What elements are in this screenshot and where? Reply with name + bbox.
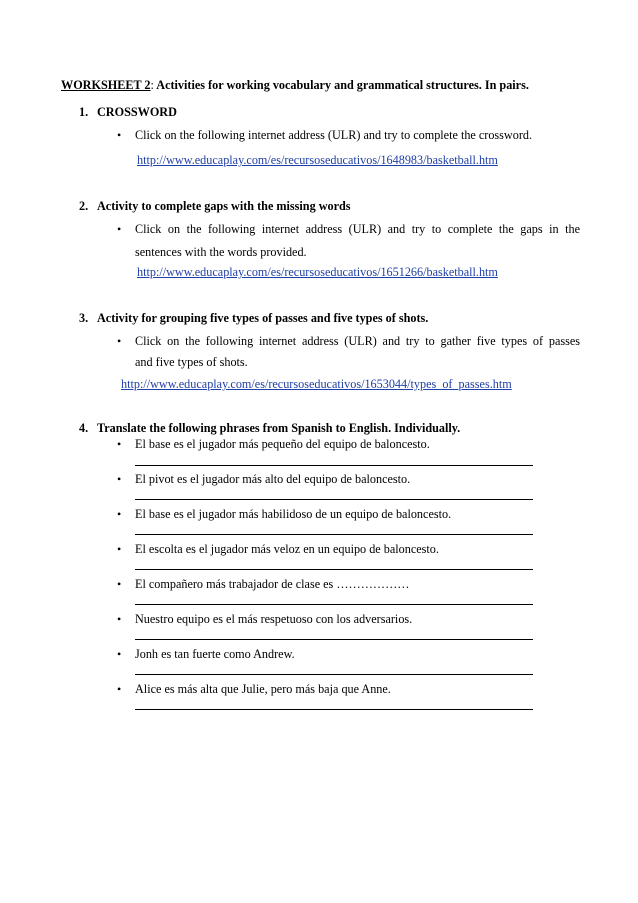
bullet-icon: • bbox=[117, 577, 122, 591]
answer-line[interactable] bbox=[135, 465, 533, 466]
bullet-icon: • bbox=[117, 682, 122, 696]
bullet-icon: • bbox=[117, 542, 122, 556]
section-title-text: Activity to complete gaps with the missing words bbox=[97, 199, 351, 213]
section-number: 4. bbox=[79, 421, 89, 435]
phrase-text: El pivot es el jugador más alto del equipo de baloncesto. bbox=[135, 472, 411, 486]
instruction-text: Click on the following internet address (ULR) and try to gather five types of passes bbox=[135, 334, 580, 348]
answer-line[interactable] bbox=[135, 499, 533, 500]
section-number: 1. bbox=[79, 105, 89, 119]
passes-link[interactable]: http://www.educaplay.com/es/recursoseducativos/1653044/types_of_passes.htm bbox=[121, 377, 512, 391]
bullet-icon: • bbox=[117, 128, 122, 142]
phrase-text: Nuestro equipo es el más respetuoso con los adversarios. bbox=[135, 612, 413, 626]
answer-line[interactable] bbox=[135, 569, 533, 570]
answer-line[interactable] bbox=[135, 709, 533, 710]
section-title-text: Translate the following phrases from Spanish to English. Individually. bbox=[97, 421, 461, 435]
phrase-text: Alice es más alta que Julie, pero más baja que Anne. bbox=[135, 682, 391, 696]
bullet-icon: • bbox=[117, 612, 122, 626]
bullet-icon: • bbox=[117, 334, 122, 348]
phrase-text: El base es el jugador más pequeño del equipo de baloncesto. bbox=[135, 437, 430, 451]
gaps-link[interactable]: http://www.educaplay.com/es/recursoseducativos/1651266/basketball.htm bbox=[137, 265, 498, 279]
heading-text: Activities for working vocabulary and grammatical structures. In pairs. bbox=[153, 78, 529, 92]
worksheet-label: WORKSHEET 2 bbox=[61, 78, 151, 92]
bullet-icon: • bbox=[117, 647, 122, 661]
instruction-text: and five types of shots. bbox=[135, 355, 248, 369]
phrase-text: Jonh es tan fuerte como Andrew. bbox=[135, 647, 295, 661]
phrase-text: El escolta es el jugador más veloz en un equipo de baloncesto. bbox=[135, 542, 439, 556]
worksheet-heading bbox=[61, 78, 529, 93]
section-number: 3. bbox=[79, 311, 89, 325]
answer-line[interactable] bbox=[135, 674, 533, 675]
phrase-text: El base es el jugador más habilidoso de un equipo de baloncesto. bbox=[135, 507, 452, 521]
answer-line[interactable] bbox=[135, 534, 533, 535]
section-number: 2. bbox=[79, 199, 89, 213]
section-4-title bbox=[79, 421, 460, 436]
section-3-title bbox=[79, 311, 428, 326]
instruction-text: Click on the following internet address (ULR) and try to complete the gaps in the bbox=[135, 222, 580, 236]
section-title-text: Activity for grouping five types of passes and five types of shots. bbox=[97, 311, 429, 325]
bullet-icon: • bbox=[117, 472, 122, 486]
bullet-icon: • bbox=[117, 222, 122, 236]
section-title-text: CROSSWORD bbox=[97, 105, 177, 119]
answer-line[interactable] bbox=[135, 604, 533, 605]
bullet-icon: • bbox=[117, 437, 122, 451]
instruction-text: Click on the following internet address (ULR) and try to complete the crossword. bbox=[135, 128, 533, 142]
section-2-title bbox=[79, 199, 351, 214]
section-1-title bbox=[79, 105, 177, 120]
crossword-link[interactable]: http://www.educaplay.com/es/recursoseducativos/1648983/basketball.htm bbox=[137, 153, 498, 167]
instruction-text: sentences with the words provided. bbox=[135, 245, 307, 259]
phrase-text: El compañero más trabajador de clase es ……………… bbox=[135, 577, 410, 591]
bullet-icon: • bbox=[117, 507, 122, 521]
answer-line[interactable] bbox=[135, 639, 533, 640]
heading-colon: : bbox=[150, 78, 154, 92]
